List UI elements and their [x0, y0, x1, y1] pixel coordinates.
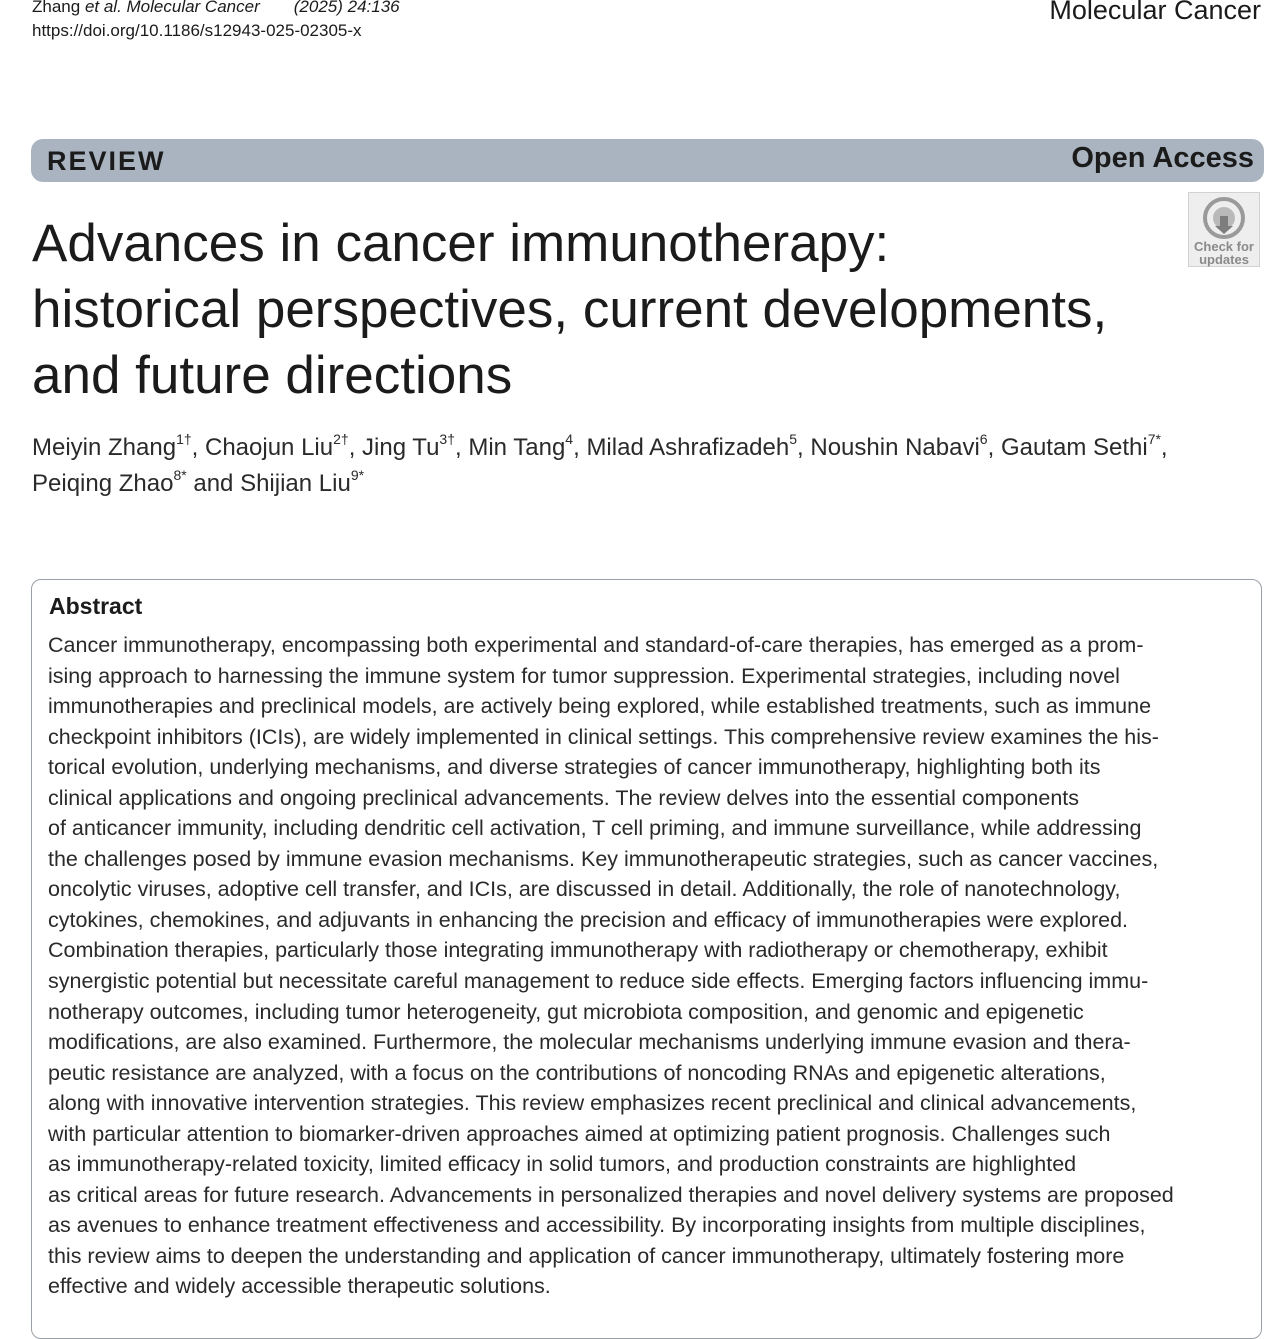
author-affiliation: 7*	[1147, 431, 1161, 447]
abstract-line: of anticancer immunity, including dendritic cell activation, T cell priming, and immune surveillance, while addressing	[48, 816, 1142, 841]
check-updates-line2: updates	[1199, 252, 1249, 267]
abstract-line: as critical areas for future research. Advancements in personalized therapies and novel delivery systems are proposed	[48, 1182, 1174, 1207]
title-line: Advances in cancer immunotherapy:	[32, 214, 890, 273]
author-name[interactable]: Min Tang	[468, 434, 566, 461]
author-separator: ,	[573, 434, 587, 461]
abstract-text	[48, 630, 1253, 1302]
title-line: and future directions	[32, 346, 513, 405]
article-type-label: REVIEW	[47, 146, 166, 176]
citation-line	[32, 0, 400, 18]
citation-author: Zhang	[32, 0, 85, 16]
author-name[interactable]: Meiyin Zhang	[32, 434, 177, 461]
author-name[interactable]: Gautam Sethi	[1000, 434, 1148, 461]
doi-link[interactable]: https://doi.org/10.1186/s12943-025-02305-x	[32, 21, 362, 40]
author-affiliation: 4	[565, 431, 574, 447]
author-affiliation: 9*	[350, 467, 365, 483]
article-title	[32, 211, 1222, 409]
abstract-line: effective and widely accessible therapeutic solutions.	[48, 1274, 551, 1299]
citation-volume: (2025) 24:136	[293, 0, 400, 16]
author-affiliation: 5	[789, 431, 798, 447]
abstract-line: with particular attention to biomarker-driven approaches aimed at optimizing patient prognosis. Challenges such	[48, 1121, 1111, 1146]
author-separator: and	[186, 470, 241, 497]
citation-journal: et al. Molecular Cancer	[84, 0, 260, 16]
abstract-line: immunotherapies and preclinical models, are actively being explored, while established treatments, such as immune	[48, 694, 1152, 719]
author-separator: ,	[348, 434, 363, 461]
abstract-line: checkpoint inhibitors (ICIs), are widely implemented in clinical settings. This comprehensive review examines the his-	[48, 724, 1159, 749]
author-name[interactable]: Peiqing Zhao	[32, 470, 174, 497]
abstract-line: peutic resistance are analyzed, with a focus on the contributions of noncoding RNAs and epigenetic alterations,	[48, 1060, 1106, 1085]
author-separator: ,	[455, 434, 469, 461]
abstract-line: as immunotherapy-related toxicity, limited efficacy in solid tumors, and production constraints are highlighted	[48, 1152, 1077, 1177]
author-name[interactable]: Jing Tu	[362, 434, 440, 461]
author-separator: ,	[797, 434, 811, 461]
author-name[interactable]: Milad Ashrafizadeh	[586, 434, 790, 461]
abstract-heading: Abstract	[49, 593, 143, 619]
abstract-line: the challenges posed by immune evasion mechanisms. Key immunotherapeutic strategies, such as cancer vaccines,	[48, 846, 1159, 871]
check-updates-line1: Check for	[1194, 239, 1254, 254]
author-name[interactable]: Chaojun Liu	[205, 434, 334, 461]
abstract-line: torical evolution, underlying mechanisms, and diverse strategies of cancer immunotherapy, highlighting both its	[48, 755, 1101, 780]
author-separator: ,	[1160, 434, 1168, 461]
title-line: historical perspectives, current developments,	[32, 280, 1108, 339]
author-affiliation: 1†	[176, 431, 192, 447]
author-affiliation: 3†	[439, 431, 455, 447]
author-affiliation: 2†	[333, 431, 349, 447]
author-affiliation: 6	[979, 431, 988, 447]
abstract-line: ising approach to harnessing the immune system for tumor suppression. Experimental strategies, including novel	[48, 663, 1120, 688]
author-affiliation: 8*	[173, 467, 187, 483]
abstract-line: this review aims to deepen the understanding and application of cancer immunotherapy, ultimately fostering more	[48, 1243, 1125, 1268]
abstract-line: notherapy outcomes, including tumor heterogeneity, gut microbiota composition, and genomic and epigenetic	[48, 999, 1084, 1024]
abstract-line: modifications, are also examined. Furthermore, the molecular mechanisms underlying immune evasion and thera-	[48, 1030, 1131, 1055]
abstract-line: along with innovative intervention strategies. This review emphasizes recent preclinical and clinical advancements,	[48, 1091, 1137, 1116]
abstract-box	[31, 579, 1262, 1339]
abstract-line: as avenues to enhance treatment effectiveness and accessibility. By incorporating insights from multiple disciplines,	[48, 1213, 1146, 1238]
author-separator: ,	[191, 434, 205, 461]
abstract-line: clinical applications and ongoing preclinical advancements. The review delves into the essential components	[48, 785, 1080, 810]
abstract-line: Cancer immunotherapy, encompassing both experimental and standard-of-care therapies, has emerged as a prom-	[48, 633, 1144, 657]
abstract-line: Combination therapies, particularly those integrating immunotherapy with radiotherapy or chemotherapy, exhibit	[48, 938, 1108, 963]
author-list	[32, 430, 1262, 502]
abstract-line: cytokines, chemokines, and adjuvants in enhancing the precision and efficacy of immunotherapies were explored.	[48, 907, 1129, 932]
abstract-line: synergistic potential but necessitate careful management to reduce side effects. Emerging factors influencing immu-	[48, 969, 1149, 994]
article-type-band	[31, 139, 1264, 182]
author-name[interactable]: Shijian Liu	[240, 470, 351, 497]
author-separator: ,	[987, 434, 1001, 461]
open-access-label: Open Access	[1071, 142, 1254, 174]
journal-name: Molecular Cancer	[1049, 0, 1261, 25]
author-name[interactable]: Noushin Nabavi	[810, 434, 980, 461]
abstract-line: oncolytic viruses, adoptive cell transfer, and ICIs, are discussed in detail. Additionally, the role of nanotechnology,	[48, 877, 1121, 902]
